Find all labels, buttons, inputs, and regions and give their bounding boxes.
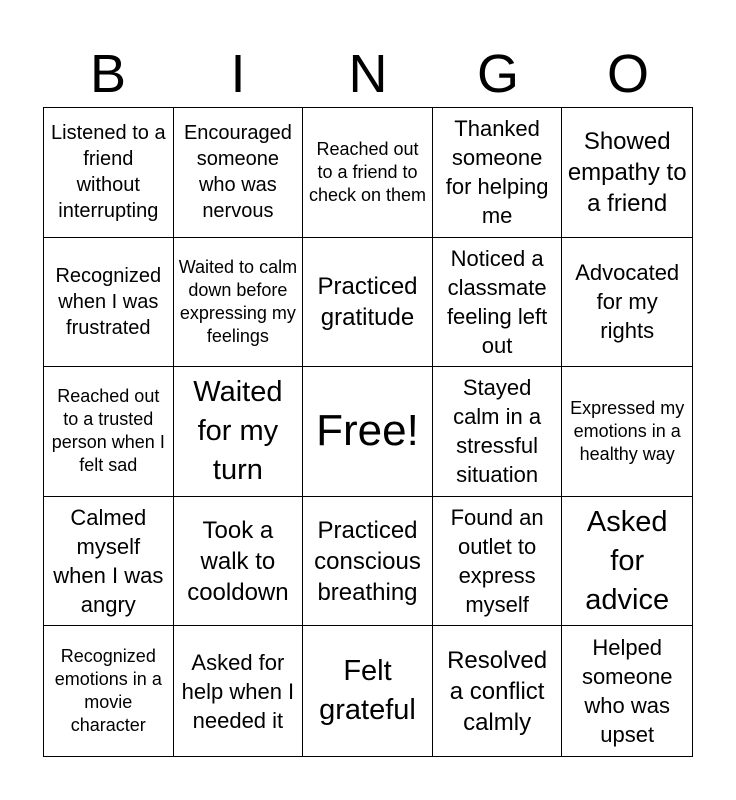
bingo-cell-r1-c3[interactable]	[303, 108, 433, 238]
header-letter-b: B	[89, 44, 127, 104]
cell-text: Noticed a classmate feeling left out	[446, 245, 548, 358]
free-space-text: Free!	[316, 406, 419, 456]
cell-text: Showed empathy to a friend	[567, 127, 687, 217]
header-letter-o: O	[606, 44, 649, 104]
cell-text: Waited to calm down before expressing my feelings	[178, 256, 298, 346]
cell-text: Found an outlet to express myself	[450, 505, 544, 618]
cell-text: Practiced conscious breathing	[314, 516, 421, 606]
cell-text: Reached out to a trusted person when I felt sad	[51, 386, 165, 476]
bingo-cell-r2-c5[interactable]	[562, 238, 692, 368]
bingo-cell-r1-c2[interactable]	[174, 108, 304, 238]
cell-text: Reached out to a friend to check on them	[308, 138, 427, 205]
cell-text: Practiced gratitude	[317, 272, 418, 331]
cell-text: Expressed my emotions in a healthy way	[570, 397, 685, 464]
cell-text: Resolved a conflict calmly	[447, 646, 548, 736]
bingo-cell-r4-c3[interactable]	[303, 497, 433, 627]
cell-text: Recognized emotions in a movie character	[54, 646, 162, 736]
bingo-cell-r3-c5[interactable]	[562, 367, 692, 497]
cell-text: Asked for advice	[585, 505, 670, 616]
bingo-cell-r4-c1[interactable]	[44, 497, 174, 627]
bingo-cell-r5-c2[interactable]	[174, 626, 304, 756]
header-letter-g: G	[476, 44, 519, 104]
bingo-cell-r2-c3[interactable]	[303, 238, 433, 368]
header-letter-i: I	[230, 44, 246, 104]
cell-text: Listened to a friend without interrupting	[51, 122, 166, 223]
bingo-cell-r2-c4[interactable]	[433, 238, 563, 368]
cell-text: Recognized when I was frustrated	[55, 264, 162, 339]
bingo-cell-r1-c4[interactable]	[433, 108, 563, 238]
bingo-cell-r5-c1[interactable]	[44, 626, 174, 756]
bingo-cell-r3-c1[interactable]	[44, 367, 174, 497]
cell-text: Thanked someone for helping me	[445, 116, 549, 229]
bingo-cell-r5-c4[interactable]	[433, 626, 563, 756]
cell-text: Calmed myself when I was angry	[53, 505, 164, 618]
cell-text: Encouraged someone who was nervous	[183, 122, 292, 223]
bingo-cell-r2-c1[interactable]	[44, 238, 174, 368]
bingo-cell-r4-c4[interactable]	[433, 497, 563, 627]
cell-text: Helped someone who was upset	[581, 635, 673, 748]
bingo-cell-r4-c2[interactable]	[174, 497, 304, 627]
cell-text: Advocated for my rights	[575, 260, 680, 344]
bingo-cell-free[interactable]	[303, 367, 433, 497]
bingo-cell-r2-c2[interactable]	[174, 238, 304, 368]
bingo-cell-r1-c5[interactable]	[562, 108, 692, 238]
bingo-cell-r5-c5[interactable]	[562, 626, 692, 756]
cell-text: Waited for my turn	[193, 375, 283, 486]
cell-text: Asked for help when I needed it	[181, 649, 295, 733]
cell-text: Stayed calm in a stressful situation	[453, 375, 542, 488]
bingo-cell-r5-c3[interactable]	[303, 626, 433, 756]
bingo-header	[43, 40, 693, 108]
bingo-cell-r1-c1[interactable]	[44, 108, 174, 238]
bingo-cell-r4-c5[interactable]	[562, 497, 692, 627]
header-letter-n: N	[348, 44, 388, 104]
cell-text: Felt grateful	[319, 655, 416, 727]
cell-text: Took a walk to cooldown	[187, 516, 289, 606]
bingo-board	[43, 107, 693, 757]
bingo-cell-r3-c4[interactable]	[433, 367, 563, 497]
bingo-cell-r3-c2[interactable]	[174, 367, 304, 497]
